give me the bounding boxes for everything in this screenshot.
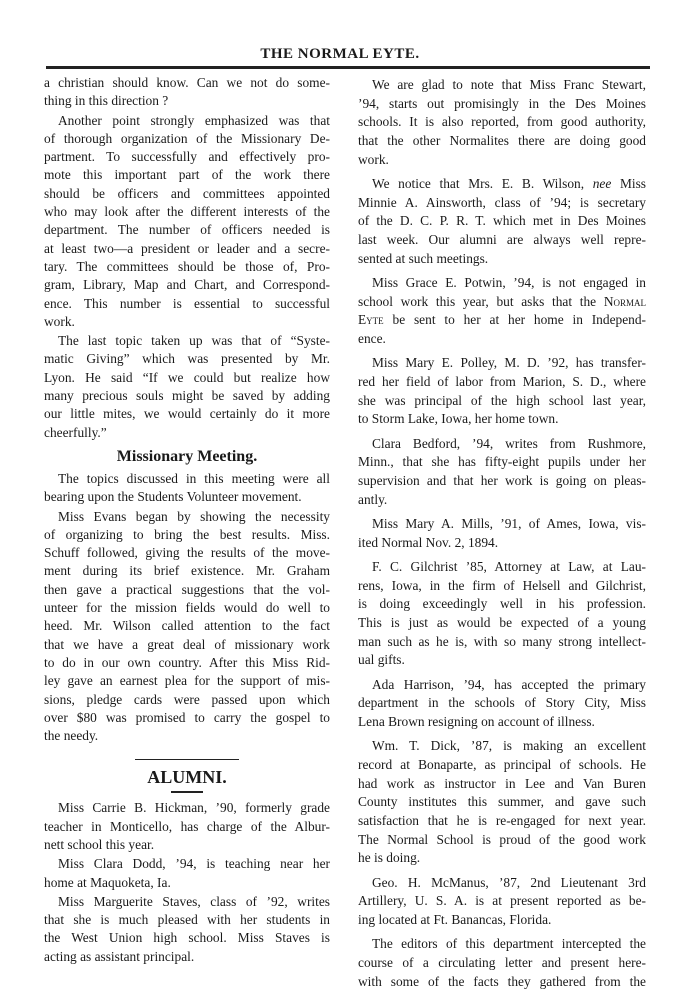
text-line <box>358 293 646 312</box>
text-line: supervision and that her work is going on pleas- <box>358 473 646 489</box>
text-line: last week. Our alumni are always well repre- <box>358 232 646 248</box>
text-line: who may look after the different interests of the <box>44 204 330 220</box>
text-line: should be officers and committees appointed <box>44 185 330 201</box>
text-line: The topics discussed in this meeting were all <box>58 470 330 486</box>
text-line: Clara Bedford, ’94, writes from Rushmore, <box>372 435 646 451</box>
text-line: Minnie A. Ainsworth, class of ’94; is secretary <box>358 194 646 210</box>
text-segment: school work this year, but asks that the <box>358 293 604 309</box>
text-line: Lena Brown resigning on account of illness. <box>358 714 595 729</box>
text-line: heed. Mr. Wilson called attention to the fact <box>44 618 330 634</box>
text-line: sions, pledge cards were passed upon which <box>44 691 330 707</box>
text-line: work. <box>44 313 75 329</box>
text-line: teacher in Monticello, has charge of the Albur- <box>44 818 330 834</box>
text-segment: Miss Grace E. Potwin, ’94, is not engaged in <box>372 275 646 291</box>
text-line: ence. <box>358 331 386 347</box>
text-line: over $80 was promised to carry the gospel to <box>44 709 330 725</box>
text-line: ’94, starts out promisingly in the Des Moines <box>358 95 646 111</box>
article-paragraph <box>44 893 330 966</box>
header-rule <box>46 66 650 69</box>
text-line: This is just as would be expected of a young <box>358 614 646 630</box>
article-paragraph <box>358 274 646 349</box>
text-line: Miss Evans began by showing the necessity <box>58 508 330 524</box>
text-line: department. The number of officers needed is <box>44 222 330 238</box>
text-line: tary. The committees should be those of, Pro- <box>44 258 330 274</box>
article-paragraph <box>44 332 330 442</box>
text-line: department in the schools of Story City, Miss <box>358 695 646 711</box>
text-line: had work as instructor in Lee and Van Buren <box>358 775 646 791</box>
text-segment: Eyte <box>358 312 384 328</box>
text-line: unteer for the mission fields would do well to <box>44 600 330 616</box>
text-line: Miss Mary A. Mills, ’91, of Ames, Iowa, vis- <box>372 515 646 531</box>
text-line: ment during its brief existence. Mr. Graham <box>44 563 330 579</box>
text-line: schools. It is also reported, from good authority, <box>358 114 646 130</box>
article-paragraph <box>358 435 646 510</box>
text-line: County institutes this summer, and gave such <box>358 794 646 810</box>
text-line: thing in this direction ? <box>44 93 169 109</box>
text-line: with some of the facts they gathered from the <box>358 973 646 989</box>
text-line: Miss Clara Dodd, ’94, is teaching near her <box>58 856 330 872</box>
divider-rule <box>171 791 203 793</box>
text-line <box>358 311 646 330</box>
text-line: Ada Harrison, ’94, has accepted the primary <box>372 676 646 692</box>
text-line: home at Maquoketa, Ia. <box>44 874 171 890</box>
article-paragraph <box>358 175 646 269</box>
article-paragraph <box>358 676 646 732</box>
text-line: at least two—a president or leader and a secre- <box>44 240 330 256</box>
text-line: F. C. Gilchrist ’85, Attorney at Law, at Lau- <box>372 558 646 574</box>
text-line: ited Normal Nov. 2, 1894. <box>358 534 499 550</box>
text-line: mote this important part of the work there <box>44 167 330 183</box>
text-segment: We notice that Mrs. E. B. Wilson, <box>372 176 593 192</box>
text-line: The Normal School is proud of the good work <box>358 831 646 847</box>
text-line: work. <box>358 151 389 167</box>
text-line: Minn., that she has fifty-eight pupils under her <box>358 454 646 470</box>
article-paragraph <box>358 874 646 930</box>
article-paragraph <box>44 799 330 854</box>
text-line: that she is much pleased with her students in <box>44 912 330 928</box>
text-line: the needy. <box>44 728 99 744</box>
section-heading: Missionary Meeting. <box>116 447 258 465</box>
text-line <box>358 274 646 293</box>
text-line: Wm. T. Dick, ’87, is making an excellent <box>372 738 646 754</box>
right-column <box>358 76 646 997</box>
text-segment: Miss <box>611 176 646 192</box>
text-line: ual gifts. <box>358 652 405 668</box>
text-segment: be sent to her at her home in Independ- <box>383 312 646 328</box>
text-line: antly. <box>358 491 388 507</box>
text-line: Artillery, U. S. A. is at present reported as be- <box>358 893 646 909</box>
text-segment: Normal <box>603 293 646 309</box>
text-line: is doing exceedingly well in his profession. <box>358 596 646 612</box>
text-line: rens, Iowa, in the firm of Helsell and Gilchrist, <box>358 577 646 593</box>
text-line: nett school this year. <box>44 836 155 852</box>
text-line: cheerfully.” <box>44 424 107 440</box>
section-heading: ALUMNI. <box>147 767 227 788</box>
text-line: Miss Carrie B. Hickman, ’90, formerly grade <box>58 800 330 816</box>
text-line: she was principal of the high school last year, <box>358 392 646 408</box>
text-line: sented at such meetings. <box>358 250 489 266</box>
text-line: that we have a great deal of missionary work <box>44 636 330 652</box>
text-line: The editors of this department intercepted the <box>372 936 646 952</box>
text-line: Geo. H. McManus, ’87, 2nd Lieutenant 3rd <box>372 874 646 890</box>
article-paragraph <box>44 112 330 332</box>
text-line: The last topic taken up was that of “Syste- <box>58 333 330 349</box>
divider-rule <box>135 759 239 760</box>
article-paragraph <box>358 558 646 670</box>
text-line: of organizing to bring the best results. Miss. <box>44 526 330 542</box>
text-line: a christian should know. Can we not do some- <box>44 75 330 90</box>
text-line: of thorough organization of the Missionary De- <box>44 130 330 146</box>
text-line: Schuff followed, giving the results of the move- <box>44 545 330 561</box>
text-line: matic Giving” which was presented by Mr. <box>44 351 330 367</box>
text-line: that the other Normalites there are doing good <box>358 133 646 149</box>
text-line: our little mites, we would certainly do it more <box>44 406 330 422</box>
article-paragraph <box>44 855 330 892</box>
article-paragraph <box>358 515 646 552</box>
text-line: Another point strongly emphasized was that <box>58 112 330 128</box>
article-paragraph <box>358 354 646 429</box>
text-line: record at Bonaparte, as principal of schools. He <box>358 756 646 772</box>
text-line: man such as he is, with so many strong intellect- <box>358 633 646 649</box>
text-line <box>358 175 646 194</box>
text-line: Miss Mary E. Polley, M. D. ’92, has transfer- <box>372 355 646 371</box>
text-line: red her field of labor from Marion, S. D., where <box>358 374 646 390</box>
text-line: Lyon. He said “If we could but realize how <box>44 369 330 385</box>
article-paragraph <box>358 737 646 868</box>
article-paragraph <box>44 508 330 746</box>
text-line: then gave a practical suggestions that the vol- <box>44 581 330 597</box>
text-line: We are glad to note that Miss Franc Stewart, <box>372 77 646 92</box>
text-segment: nee <box>592 176 612 192</box>
text-line: bearing upon the Students Volunteer movement. <box>44 489 302 505</box>
text-line: to Storm Lake, Iowa, her home town. <box>358 411 559 427</box>
article-paragraph <box>358 935 646 991</box>
text-line: the West Union high school. Miss Staves is <box>44 930 330 946</box>
text-line: ence. This number is essential to successful <box>44 295 330 311</box>
article-paragraph <box>44 74 330 111</box>
text-line: ley gave an earnest plea for the support of mis- <box>44 673 330 689</box>
text-line: course of a circulating letter and present here- <box>358 954 646 970</box>
article-paragraph <box>44 470 330 507</box>
article-paragraph <box>358 76 646 170</box>
text-line: partment. To successfully and effectively pro- <box>44 149 330 165</box>
text-line: Miss Marguerite Staves, class of ’92, writes <box>58 893 330 909</box>
text-line: ing located at Ft. Banancas, Florida. <box>358 912 552 928</box>
masthead-title: THE NORMAL EYTE. <box>260 46 420 62</box>
text-line: gram, Library, Map and Chart, and Correspond- <box>44 277 330 293</box>
text-line: satisfaction that he is re-engaged for next year. <box>358 813 646 829</box>
left-column <box>44 74 330 967</box>
text-line: he is doing. <box>358 850 421 866</box>
text-line: to do in our own country. After this Miss Rid- <box>44 654 330 670</box>
text-line: of the D. C. P. R. T. which met in Des Moines <box>358 213 646 229</box>
text-line: many precious souls might be saved by adding <box>44 388 330 404</box>
text-line: acting as assistant principal. <box>44 948 195 964</box>
